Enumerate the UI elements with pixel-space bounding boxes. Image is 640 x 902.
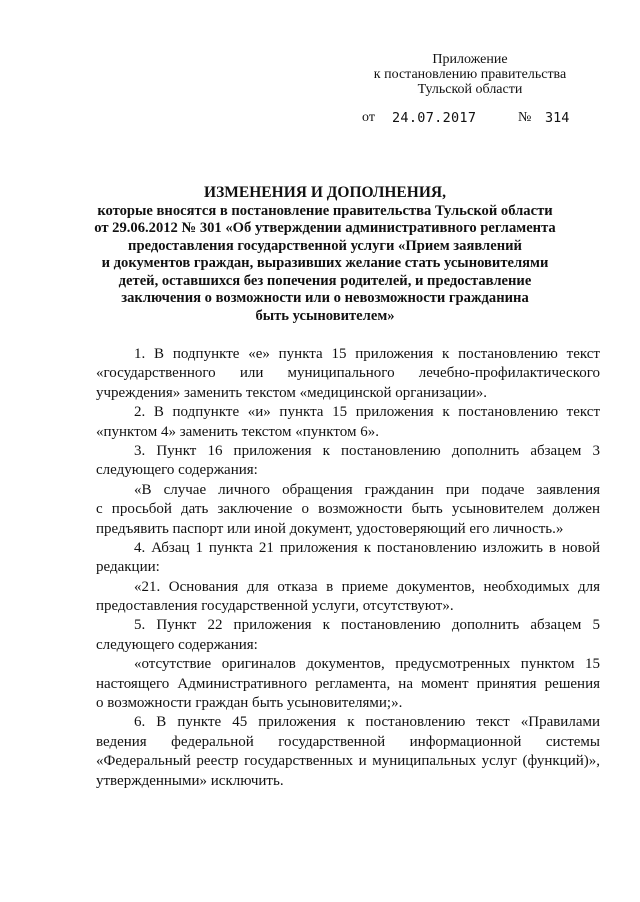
body-line: 2. В подпункте «и» пункта 15 приложения к постановлению текст <box>134 404 600 421</box>
body-line: 4. Абзац 1 пункта 21 приложения к постановлению изложить в новой <box>134 539 600 556</box>
document-heading <box>60 184 590 325</box>
heading-title: ИЗМЕНЕНИЯ И ДОПОЛНЕНИЯ, <box>204 184 446 201</box>
heading-line: заключения о возможности или о невозможности гражданина <box>121 290 529 306</box>
body-line: ведения федеральной государственной информационной системы <box>96 733 600 750</box>
body-line: 6. В пункте 45 приложения к постановлению текст «Правилами <box>134 714 600 731</box>
body-line: «государственного или муниципального лечебно-профилактического <box>96 365 600 382</box>
heading-line: быть усыновителем» <box>255 307 395 324</box>
registration-number-sign: № <box>518 110 532 125</box>
body-line: «21. Основания для отказа в приеме документов, необходимых для <box>134 578 600 595</box>
document-body <box>96 345 600 791</box>
registration-number: 314 <box>545 110 570 126</box>
body-line: «В случае личного обращения гражданин при подаче заявления <box>134 481 600 498</box>
body-line: о возможности граждан быть усыновителями;». <box>96 695 403 712</box>
registration-from-label: от <box>362 110 375 125</box>
body-line: «пунктом 4» заменить текстом «пунктом 6». <box>96 423 379 440</box>
heading-line: и документов граждан, выразивших желание стать усыновителями <box>101 255 549 271</box>
heading-line: от 29.06.2012 № 301 «Об утверждении административного регламента <box>94 220 556 236</box>
body-line: следующего содержания: <box>96 462 258 479</box>
appendix-line-1: Приложение <box>432 52 508 67</box>
body-line: предъявить паспорт или иной документ, удостоверяющий его личность.» <box>96 520 564 537</box>
body-line: учреждения» заменить текстом «медицинской организации». <box>96 384 488 401</box>
appendix-block <box>340 52 600 97</box>
body-line: «отсутствие оригиналов документов, предусмотренных пунктом 15 <box>134 656 600 673</box>
body-line: утвержденными» исключить. <box>96 772 284 789</box>
appendix-line-2: к постановлению правительства <box>373 67 567 82</box>
body-line: 1. В подпункте «е» пункта 15 приложения к постановлению текст <box>134 346 600 362</box>
registration-date: 24.07.2017 <box>392 110 477 126</box>
body-line: следующего содержания: <box>96 636 258 653</box>
body-line: предоставления государственной услуги, отсутствуют». <box>96 598 454 615</box>
body-line: с просьбой дать заключение о возможности быть усыновителем должен <box>96 501 600 518</box>
body-line: редакции: <box>96 559 160 576</box>
heading-line: которые вносятся в постановление правительства Тульской области <box>97 202 553 219</box>
appendix-line-3: Тульской области <box>417 82 523 97</box>
heading-line: детей, оставшихся без попечения родителей, и предоставление <box>118 272 532 289</box>
body-line: 5. Пункт 22 приложения к постановлению дополнить абзацем 5 <box>134 617 600 634</box>
heading-line: предоставления государственной услуги «Прием заявлений <box>128 237 522 254</box>
body-line: 3. Пункт 16 приложения к постановлению дополнить абзацем 3 <box>134 442 600 459</box>
body-line: «Федеральный реестр государственных и муниципальных услуг (функций)», <box>96 753 600 770</box>
body-line: настоящего Административного регламента, на момент принятия решения <box>96 675 600 692</box>
registration-line <box>362 110 612 128</box>
